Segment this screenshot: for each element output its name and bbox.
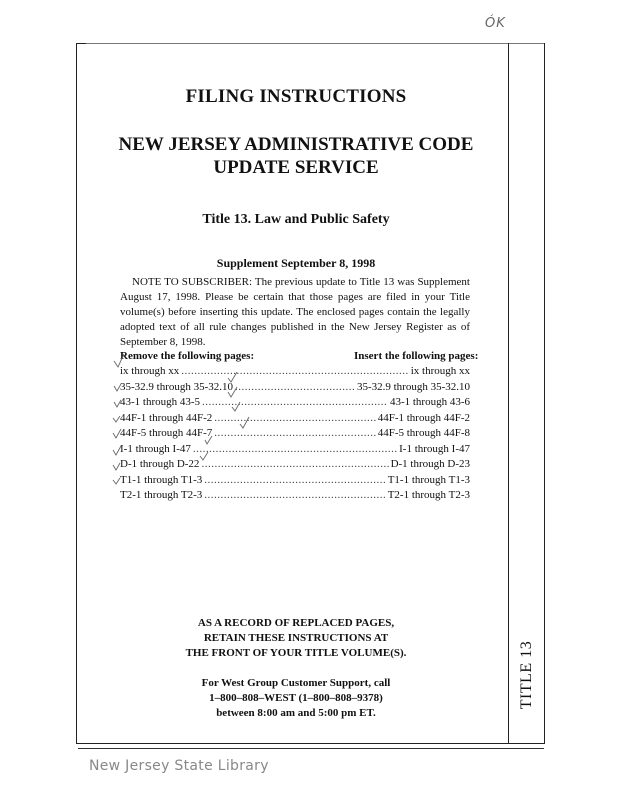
insert-pages: 43-1 through 43-6	[389, 396, 470, 408]
leader-dots	[235, 380, 355, 396]
page-row	[120, 395, 470, 411]
leader-dots	[181, 364, 408, 380]
remove-pages: T1-1 through T1-3	[120, 473, 203, 486]
insert-pages: T1-1 through T1-3	[387, 473, 470, 486]
record-line: RETAIN THESE INSTRUCTIONS AT	[203, 632, 389, 644]
leader-dots	[201, 457, 388, 473]
leader-dots	[202, 395, 388, 411]
customer-support	[86, 676, 506, 721]
page-row	[120, 411, 470, 427]
record-line: AS A RECORD OF REPLACED PAGES,	[197, 617, 395, 629]
leader-dots	[204, 488, 385, 504]
record-line: THE FRONT OF YOUR TITLE VOLUME(S).	[185, 647, 407, 659]
page-row	[120, 473, 470, 489]
leader-dots	[214, 411, 375, 427]
page-list	[120, 364, 470, 504]
page-title: FILING INSTRUCTIONS	[185, 86, 407, 107]
supplement-date: Supplement September 8, 1998	[216, 256, 376, 270]
leader-dots	[193, 442, 397, 458]
top-rule	[86, 43, 544, 44]
support-line: For West Group Customer Support, call	[201, 677, 391, 689]
support-phone: 1–800–808–WEST (1–800–808–9378)	[209, 692, 383, 704]
remove-pages: D-1 through D-22	[120, 458, 200, 470]
subscriber-note: NOTE TO SUBSCRIBER: The previous update to Title 13 was Supplement August 17, 1998. Please be certain that those pages are filed in your Title volume(s) before inserting this update. The enclosed pages contain the legally adopted text of all rule changes published in the New Jersey Register as of September 8, 1998.	[120, 276, 470, 348]
record-instructions	[86, 616, 506, 661]
support-hours: between 8:00 am and 5:00 pm ET.	[216, 707, 376, 719]
page-row	[120, 364, 470, 380]
page-row	[120, 380, 470, 396]
insert-pages: T2-1 through T2-3	[387, 489, 470, 501]
insert-column-header: Insert the following pages:	[354, 350, 479, 362]
library-stamp: New Jersey State Library	[89, 758, 269, 774]
page-row	[120, 488, 470, 504]
title-tab	[510, 600, 544, 750]
page-row	[120, 457, 470, 473]
remove-column-header: Remove the following pages:	[120, 350, 255, 362]
insert-pages: 44F-1 through 44F-2	[377, 411, 470, 424]
insert-pages: 35-32.9 through 35-32.10	[356, 380, 470, 393]
remove-pages: I-1 through I-47	[120, 442, 191, 455]
remove-pages: T2-1 through T2-3	[120, 489, 203, 501]
code-title-line-2: UPDATE SERVICE	[213, 157, 379, 178]
insert-pages: ix through xx	[410, 365, 470, 377]
page-row	[120, 442, 470, 458]
title-heading: Title 13. Law and Public Safety	[202, 212, 390, 227]
remove-pages: 44F-1 through 44F-2	[120, 411, 213, 424]
remove-pages: 43-1 through 43-5	[120, 396, 201, 408]
remove-pages: ix through xx	[120, 365, 180, 377]
handwritten-mark: ÓK	[485, 16, 506, 31]
leader-dots	[204, 473, 385, 489]
leader-dots	[214, 426, 375, 442]
bottom-rule	[78, 748, 544, 749]
page-row	[120, 426, 470, 442]
insert-pages: I-1 through I-47	[399, 442, 470, 455]
insert-pages: D-1 through D-23	[390, 458, 470, 470]
remove-pages: 44F-5 through 44F-7	[120, 427, 213, 439]
tab-divider	[508, 43, 509, 744]
tab-label: TITLE 13	[518, 640, 535, 710]
code-title-line-1: NEW JERSEY ADMINISTRATIVE CODE	[118, 134, 474, 155]
remove-pages: 35-32.9 through 35-32.10	[120, 380, 234, 393]
insert-pages: 44F-5 through 44F-8	[377, 427, 470, 439]
